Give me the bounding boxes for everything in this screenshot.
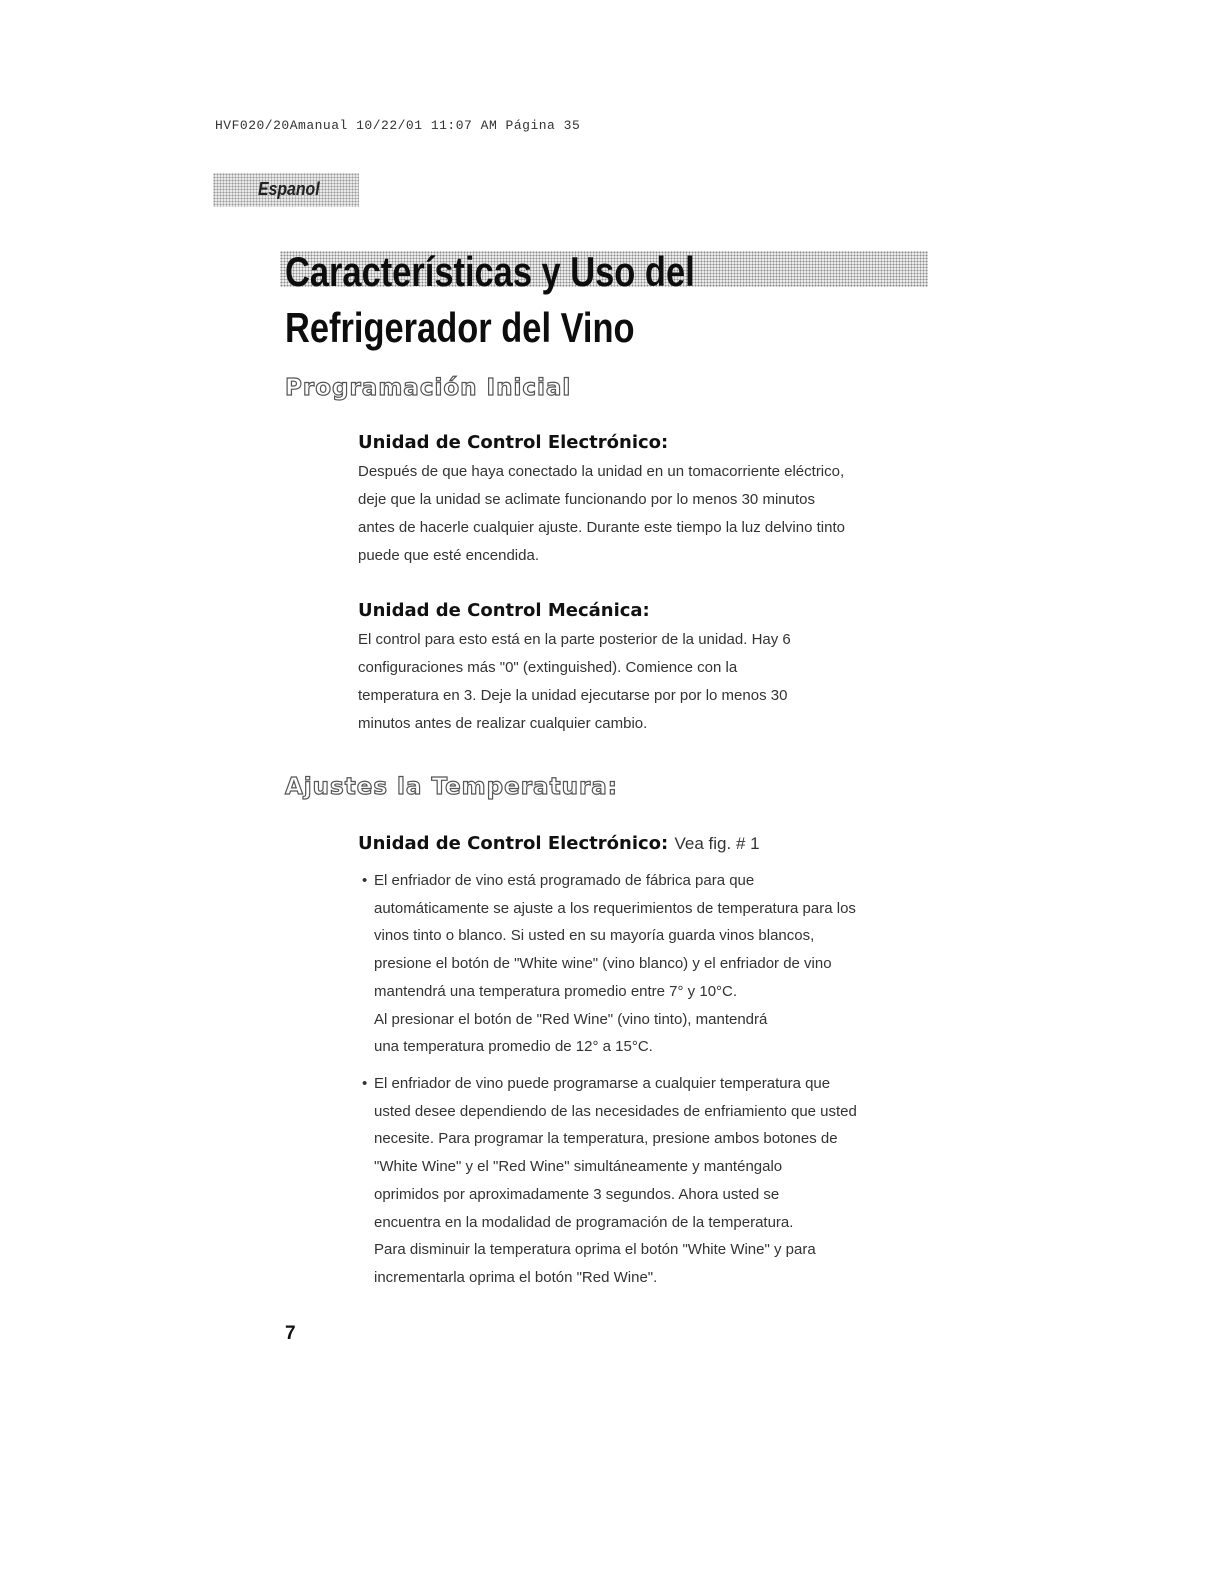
page-number: 7 [285,1323,296,1344]
section-heading-initial-programming: Programación Inicial [285,375,572,401]
bullet-item [362,1070,927,1292]
bullet-line: oprimidos por aproximadamente 3 segundos. Ahora usted se [374,1185,780,1203]
paragraph-line: temperatura en 3. Deje la unidad ejecutarse por por lo menos 30 [358,687,788,704]
bullet-line: encuentra en la modalidad de programación de la temperatura. [374,1213,794,1231]
bullet-line: una temperatura promedio de 12° a 15°C. [374,1038,653,1056]
bullet-line: Al presionar el botón de "Red Wine" (vino tinto), mantendrá [374,1010,768,1028]
paragraph-line: antes de hacerle cualquier ajuste. Durante este tiempo la luz delvino tinto [358,519,845,536]
bullet-dot-icon: • [362,872,368,889]
bullet-item [362,867,927,1061]
bullet-line: necesite. Para programar la temperatura, presione ambos botones de [374,1130,838,1148]
paragraph-line: deje que la unidad se aclimate funcionando por lo menos 30 minutos [358,491,815,508]
subsection-heading-mechanical-control: Unidad de Control Mecánica: [358,600,650,621]
bullet-line: mantendrá una temperatura promedio entre 7° y 10°C. [374,982,738,1000]
bullet-line: presione el botón de "White wine" (vino blanco) y el enfriador de vino [374,955,832,973]
bullet-line: Para disminuir la temperatura oprima el botón "White Wine" y para [374,1241,816,1259]
bullet-dot-icon: • [362,1075,368,1092]
bullet-line: El enfriador de vino puede programarse a cualquier temperatura que [374,1075,831,1092]
paragraph-line: El control para esto está en la parte posterior de la unidad. Hay 6 [358,631,791,648]
bullet-line: El enfriador de vino está programado de fábrica para que [374,872,755,889]
bullet-line: incrementarla oprima el botón "Red Wine". [374,1268,658,1286]
subsection-heading-electronic-control-temp [358,833,760,854]
figure-reference: Vea fig. # 1 [674,834,760,853]
page-title-line-1: Características y Uso del [285,248,695,295]
bullet-line: "White Wine" y el "Red Wine" simultáneamente y manténgalo [374,1158,783,1176]
paragraph-line: minutos antes de realizar cualquier cambio. [358,715,648,732]
paragraph-line: configuraciones más "0" (extinguished). Comience con la [358,659,738,676]
subsection-heading-electronic-control: Unidad de Control Electrónico: [358,432,669,453]
electronic-control-paragraph [358,458,923,570]
mechanical-control-paragraph [358,626,923,738]
paragraph-line: Después de que haya conectado la unidad en un tomacorriente eléctrico, [358,463,845,480]
subsection-heading-text: Unidad de Control Electrónico: [358,833,669,854]
paragraph-line: puede que esté encendida. [358,547,539,564]
language-tab [213,173,359,207]
page-title [285,244,695,356]
print-header: HVF020/20Amanual 10/22/01 11:07 AM Página 35 [215,118,581,133]
section-heading-temperature-adjustment: Ajustes la Temperatura: [285,774,619,800]
language-tab-label: Espanol [258,179,320,199]
page-title-line-2: Refrigerador del Vino [285,304,635,351]
bullet-line: vinos tinto o blanco. Si usted en su mayoría guarda vinos blancos, [374,927,815,945]
bullet-line: automáticamente se ajuste a los requerimientos de temperatura para los [374,899,856,917]
bullet-line: usted desee dependiendo de las necesidades de enfriamiento que usted [374,1102,857,1120]
